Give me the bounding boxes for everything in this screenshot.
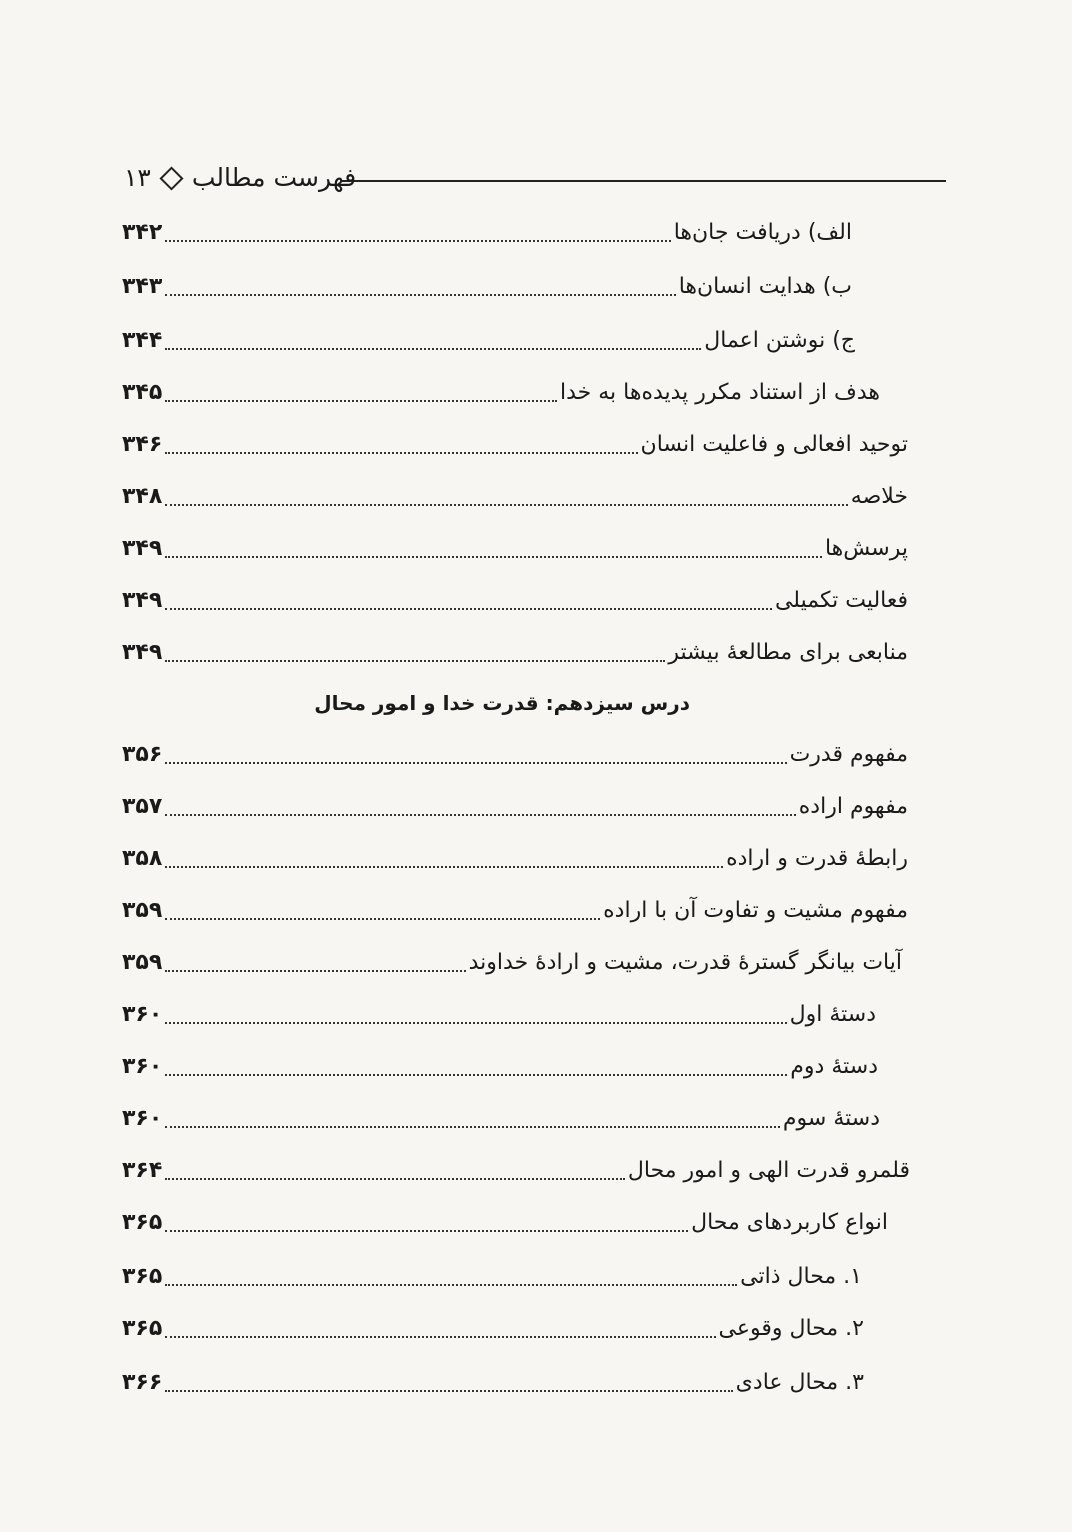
dot-leader <box>165 1336 715 1338</box>
toc-entry-page: ۳۶۰ <box>122 1054 163 1079</box>
toc-entry-page: ۳۶۴ <box>122 1158 163 1183</box>
toc-entry-page: ۳۴۹ <box>122 536 163 561</box>
dot-leader <box>165 608 772 610</box>
dot-leader <box>165 660 665 662</box>
header-title: فهرست مطالب <box>191 163 357 192</box>
toc-entry[interactable] <box>122 890 908 928</box>
toc-entry[interactable] <box>122 424 908 462</box>
toc-entry-title: آیات بیانگر گسترهٔ قدرت، مشیت و ارادهٔ خداوند <box>468 950 902 975</box>
dot-leader <box>165 1022 786 1024</box>
toc-entry[interactable] <box>122 632 908 670</box>
toc-entry[interactable] <box>122 1256 862 1294</box>
toc-entry-title: ۱. محال ذاتی <box>740 1264 862 1289</box>
toc-entry-title: انواع کاربردهای محال <box>691 1210 888 1235</box>
toc-entry-title: ج) نوشتن اعمال <box>704 328 855 353</box>
toc-entry-page: ۳۶۰ <box>122 1002 163 1027</box>
dot-leader <box>165 1074 787 1076</box>
toc-entry-page: ۳۶۵ <box>122 1210 163 1235</box>
toc-entry[interactable] <box>122 1150 910 1188</box>
dot-leader <box>165 1390 732 1392</box>
toc-entry-title: رابطهٔ قدرت و اراده <box>726 846 908 871</box>
toc-entry[interactable] <box>122 580 908 618</box>
toc-entry-page: ۳۴۴ <box>122 328 163 353</box>
toc-entry-page: ۳۶۶ <box>122 1370 163 1395</box>
toc-entry[interactable] <box>122 372 880 410</box>
toc-entry[interactable] <box>122 320 855 358</box>
dot-leader <box>165 348 701 350</box>
toc-entry-title: هدف از استناد مکرر پدیده‌ها به خدا <box>559 380 880 405</box>
toc-entry[interactable] <box>122 942 902 980</box>
toc-entry-page: ۳۴۵ <box>122 380 163 405</box>
toc-entry[interactable] <box>122 266 852 304</box>
dot-leader <box>165 918 600 920</box>
toc-entry-page: ۳۶۵ <box>122 1264 163 1289</box>
toc-entry-page: ۳۴۹ <box>122 588 163 613</box>
toc-entry[interactable] <box>122 1308 864 1346</box>
dot-leader <box>165 970 465 972</box>
toc-entry[interactable] <box>122 528 908 566</box>
toc-entry-title: منابعی برای مطالعهٔ بیشتر <box>668 640 908 665</box>
dot-leader <box>165 556 822 558</box>
toc-entry-page: ۳۴۹ <box>122 640 163 665</box>
toc-entry-page: ۳۴۶ <box>122 432 163 457</box>
toc-entry[interactable] <box>122 786 908 824</box>
toc-entry-page: ۳۶۵ <box>122 1316 163 1341</box>
dot-leader <box>165 504 848 506</box>
toc-entry-page: ۳۵۹ <box>122 950 163 975</box>
toc-entry[interactable] <box>122 1046 878 1084</box>
dot-leader <box>165 762 786 764</box>
dot-leader <box>165 866 723 868</box>
running-header <box>110 160 946 200</box>
toc-entry-title: الف) دریافت جان‌ها <box>673 220 852 245</box>
toc-entry-title: مفهوم مشیت و تفاوت آن با اراده <box>603 898 908 923</box>
toc-entry-title: ۳. محال عادی <box>735 1370 864 1395</box>
toc-entry[interactable] <box>122 1362 864 1400</box>
toc-entry-title: توحید افعالی و فاعلیت انسان <box>640 432 908 457</box>
toc-entry-page: ۳۶۰ <box>122 1106 163 1131</box>
toc-entry-page: ۳۵۷ <box>122 794 163 819</box>
header-rule <box>342 180 946 182</box>
toc-entry-title: ۲. محال وقوعی <box>718 1316 864 1341</box>
toc-entry-title: خلاصه <box>850 484 908 509</box>
diamond-icon <box>159 166 183 190</box>
toc-entry-page: ۳۵۸ <box>122 846 163 871</box>
toc-entry-title: دستهٔ اول <box>789 1002 876 1027</box>
toc-entry-page: ۳۴۲ <box>122 220 163 245</box>
toc-entry[interactable] <box>122 1098 880 1136</box>
toc-entry-title: پرسش‌ها <box>824 536 908 561</box>
toc-entry-page: ۳۵۹ <box>122 898 163 923</box>
toc-entry-page: ۳۴۳ <box>122 274 163 299</box>
toc-entry-page: ۳۵۶ <box>122 742 163 767</box>
dot-leader <box>165 294 675 296</box>
toc-entry[interactable] <box>122 994 876 1032</box>
dot-leader <box>165 1126 780 1128</box>
dot-leader <box>165 1284 737 1286</box>
lesson-heading: درس سیزدهم: قدرت خدا و امور محال <box>314 691 690 715</box>
toc-entry-title: دستهٔ دوم <box>790 1054 878 1079</box>
toc-entry-title: ب) هدایت انسان‌ها <box>678 274 852 299</box>
header-text <box>124 160 356 196</box>
toc-entry[interactable] <box>122 734 908 772</box>
header-page-number: ۱۳ <box>124 163 151 192</box>
toc-entry[interactable] <box>122 838 908 876</box>
dot-leader <box>165 400 557 402</box>
dot-leader <box>165 814 795 816</box>
toc-entry[interactable] <box>122 476 908 514</box>
toc-entry-title: دستهٔ سوم <box>782 1106 880 1131</box>
dot-leader <box>165 452 637 454</box>
toc-entry-title: مفهوم اراده <box>798 794 908 819</box>
toc-entry[interactable] <box>122 1202 888 1240</box>
toc-entry-title: قلمرو قدرت الهی و امور محال <box>627 1158 910 1183</box>
dot-leader <box>165 1178 625 1180</box>
dot-leader <box>165 240 670 242</box>
toc-entry-title: مفهوم قدرت <box>789 742 908 767</box>
toc-entry[interactable] <box>122 212 852 250</box>
toc-entry-title: فعالیت تکمیلی <box>774 588 908 613</box>
dot-leader <box>165 1230 688 1232</box>
toc-entry-page: ۳۴۸ <box>122 484 163 509</box>
